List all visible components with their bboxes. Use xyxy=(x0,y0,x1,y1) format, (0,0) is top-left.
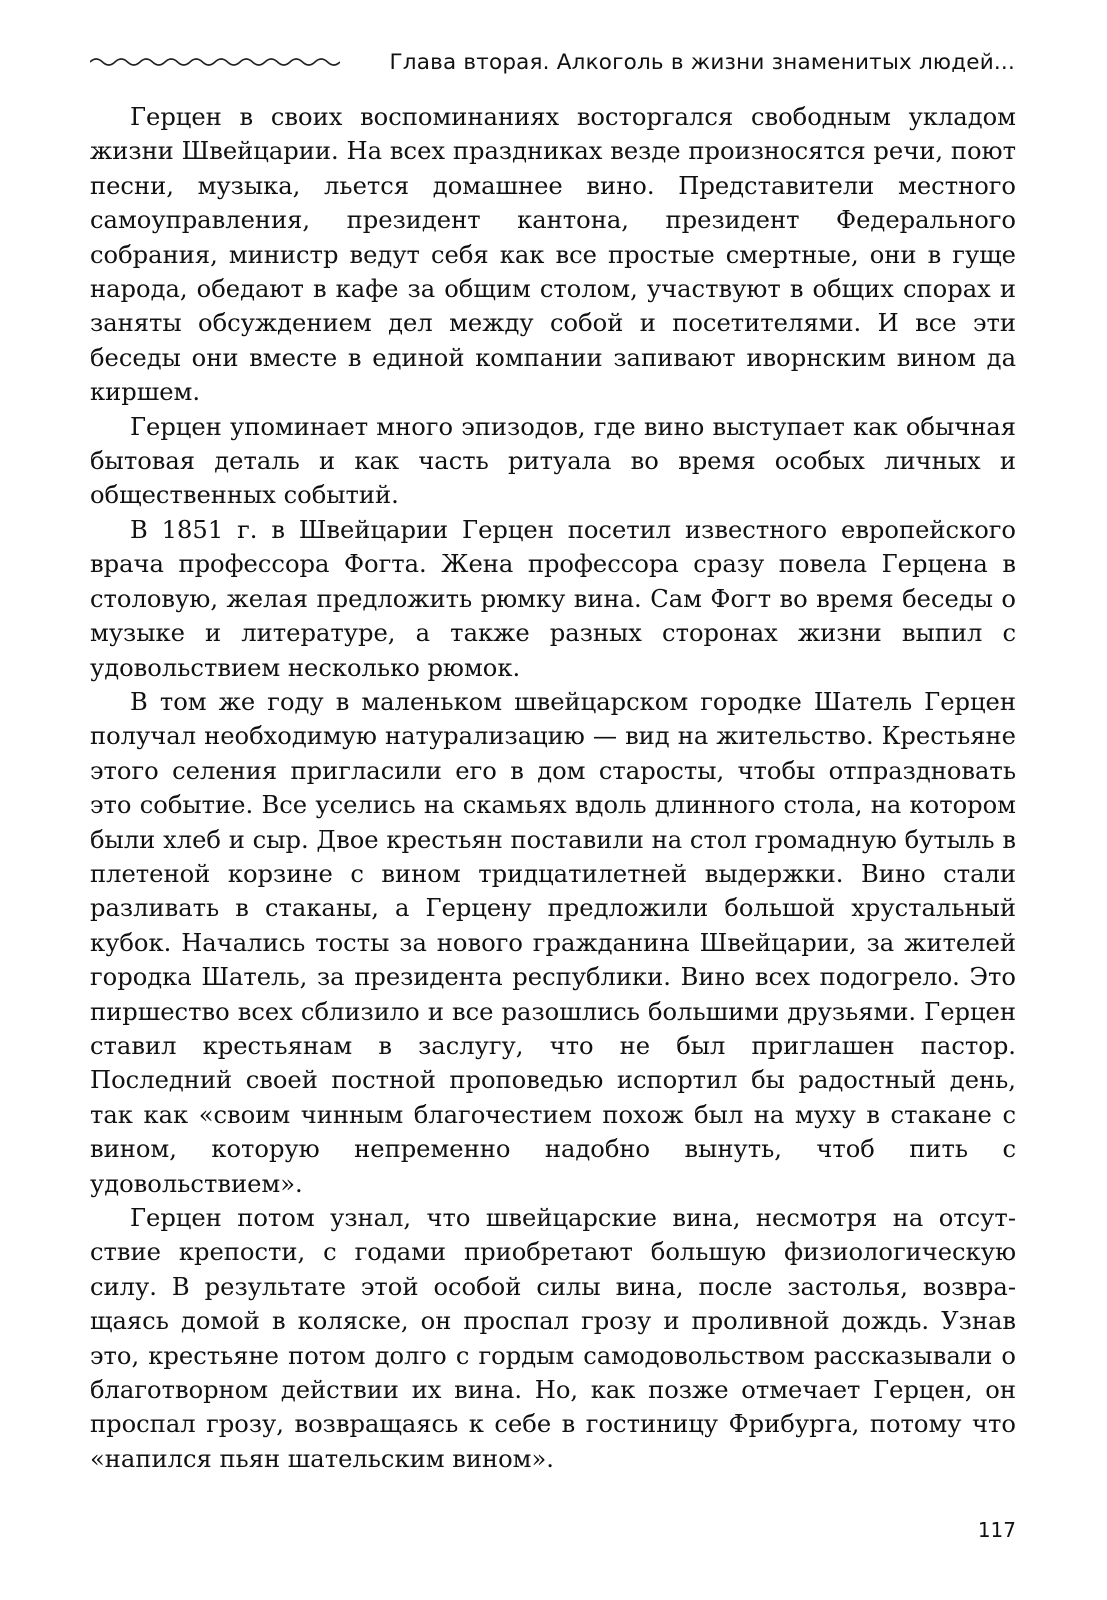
wavy-line-ornament xyxy=(90,54,340,70)
paragraph: Герцен потом узнал, что швейцарские вина, несмотря на отсутствие крепости, с годами приобретают большую физиологическую силу. В результате этой особой силы вина, после застолья, возвращаясь домой в коляске, он проспал грозу и проливной дождь. Узнав это, крестьяне потом долго с гордым самодовольством рассказывали о благотворном действии их вина. Но, как позже отмечает Герцен, он проспал грозу, возвращаясь к себе в гостиницу Фрибурга, потому что «напился пьян шательским вином». xyxy=(90,1204,1016,1473)
paragraph: В том же году в маленьком швейцарском городке Шатель Герцен получал необходимую натурализацию — вид на жительство. Крестьяне этого селения пригласили его в дом старосты, чтобы отпраздновать это событие. Все уселись на скамьях вдоль длинного стола, на котором были хлеб и сыр. Двое крестьян поставили на стол громадную бутыль в плетеной корзине с вином тридцатилетней выдержки. Вино стали разливать в стаканы, а Герцену предложили большой хрустальный кубок. Начались тосты за нового гражданина Швейцарии, за жителей городка Шатель, за президента республики. Вино всех подогрело. Это пиршество всех сблизило и все разошлись большими друзьями. Герцен ставил крестьянам в заслугу, что не был приглашен пастор. Последний своей постной проповедью испортил бы радостный день, так как «своим чинным благочестием похож был на муху в стакане с вином, которую непременно надобно вынуть, чтоб пить с удовольствием». xyxy=(90,687,1016,1198)
paragraph: В 1851 г. в Швейцарии Герцен посетил известного европейского врача профессора Фогта. Жена профессора сразу повела Герцена в столовую, желая предложить рюмку вина. Сам Фогт во время беседы о музыке и литературе, а также разных сторонах жизни выпил с удовольствием несколько рюмок. xyxy=(90,515,1016,682)
paragraph: Герцен упоминает много эпизодов, где вино выступает как обычная бытовая деталь и как часть ритуала во время особых личных и общественных событий. xyxy=(90,412,1016,510)
page-number: 117 xyxy=(977,1518,1016,1542)
running-header xyxy=(90,42,1015,82)
chapter-title: Глава вторая. Алкоголь в жизни знаменитых людей... xyxy=(389,49,1015,75)
paragraph: Герцен в своих воспоминаниях восторгался свободным укладом жизни Швейцарии. На всех праздниках везде произносятся речи, поют песни, музыка, льется домашнее вино. Представители местного самоуправления, президент кантона, президент Федерального собрания, министр ведут себя как все простые смертные, они в гуще народа, обедают в кафе за общим столом, участвуют в общих спорах и заняты обсуждением дел между собой и посетителями. И все эти беседы они вместе в единой компании запивают иворнским вином да киршем. xyxy=(90,103,1016,407)
body-text xyxy=(90,100,1016,1476)
